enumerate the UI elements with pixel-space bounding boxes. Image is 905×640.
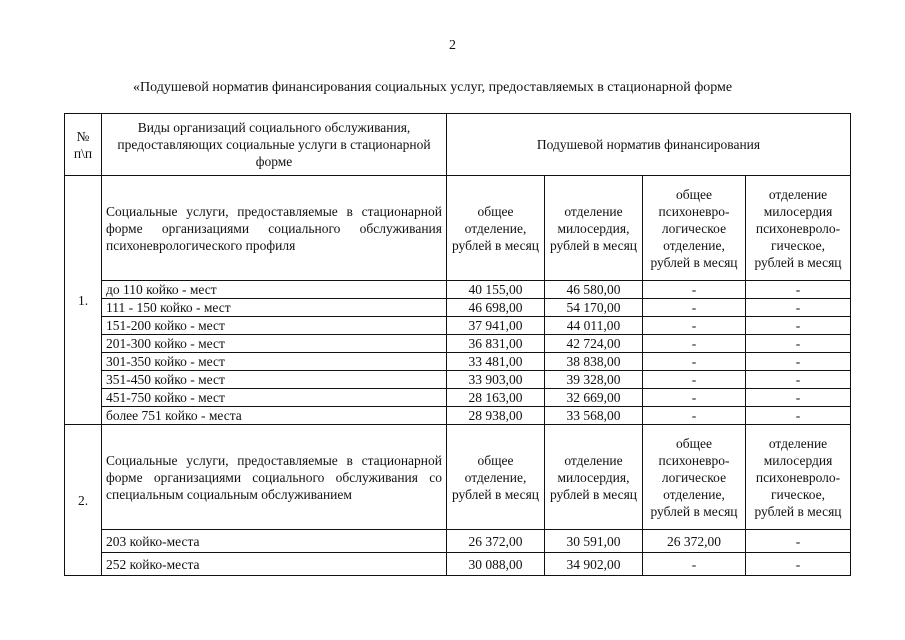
col-general: общее отделение, рублей в месяц (447, 425, 545, 530)
cell-value: 54 170,00 (545, 299, 643, 317)
cell-value: - (643, 335, 746, 353)
cell-value: 30 088,00 (447, 553, 545, 576)
cell-value: 46 698,00 (447, 299, 545, 317)
row-label: 351-450 койко - мест (102, 371, 447, 389)
row-label: 203 койко-места (102, 530, 447, 553)
table-row (65, 281, 851, 299)
cell-value: 28 163,00 (447, 389, 545, 407)
section-2-heading: Социальные услуги, предоставляемые в стационарной форме организациями социального обслуживания со специальным социальным обслуживанием (102, 425, 447, 530)
row-label: 201-300 койко - мест (102, 335, 447, 353)
cell-value: 34 902,00 (545, 553, 643, 576)
cell-value: - (643, 281, 746, 299)
cell-value: - (746, 553, 851, 576)
table-row (65, 530, 851, 553)
col-general: общее отделение, рублей в месяц (447, 176, 545, 281)
cell-value: - (643, 407, 746, 425)
cell-value: - (746, 299, 851, 317)
row-label: 111 - 150 койко - мест (102, 299, 447, 317)
header-num: № п\п (65, 114, 102, 176)
table-row (65, 335, 851, 353)
cell-value: - (643, 389, 746, 407)
cell-value: 46 580,00 (545, 281, 643, 299)
cell-value: - (746, 389, 851, 407)
section-1-heading: Социальные услуги, предоставляемые в стационарной форме организациями социального обслуживания психоневрологического профиля (102, 176, 447, 281)
table-row (65, 299, 851, 317)
cell-value: 40 155,00 (447, 281, 545, 299)
cell-value: 26 372,00 (643, 530, 746, 553)
table-row (65, 389, 851, 407)
cell-value: - (643, 317, 746, 335)
row-label: 252 койко-места (102, 553, 447, 576)
cell-value: 28 938,00 (447, 407, 545, 425)
section-1-num: 1. (65, 176, 102, 425)
cell-value: - (746, 407, 851, 425)
table-row (65, 553, 851, 576)
cell-value: - (746, 317, 851, 335)
row-label: 451-750 койко - мест (102, 389, 447, 407)
table-row (65, 317, 851, 335)
row-label: 301-350 койко - мест (102, 353, 447, 371)
cell-value: - (746, 281, 851, 299)
row-label: 151-200 койко - мест (102, 317, 447, 335)
cell-value: - (643, 353, 746, 371)
cell-value: 39 328,00 (545, 371, 643, 389)
col-psycho-mercy: отделение милосердия психоневроло-гическое, рублей в месяц (746, 425, 851, 530)
cell-value: 36 831,00 (447, 335, 545, 353)
col-mercy: отделение милосердия, рублей в месяц (545, 176, 643, 281)
cell-value: - (746, 371, 851, 389)
cell-value: - (746, 353, 851, 371)
cell-value: - (643, 299, 746, 317)
cell-value: 33 568,00 (545, 407, 643, 425)
page-number: 2 (449, 38, 456, 53)
table-row (65, 407, 851, 425)
cell-value: 26 372,00 (447, 530, 545, 553)
table-header-row (65, 114, 851, 176)
cell-value: 33 481,00 (447, 353, 545, 371)
table-row (65, 353, 851, 371)
row-label: более 751 койко - места (102, 407, 447, 425)
cell-value: - (746, 335, 851, 353)
cell-value: 32 669,00 (545, 389, 643, 407)
table-row (65, 371, 851, 389)
funding-table (64, 113, 851, 576)
section-2-subheader (65, 425, 851, 530)
col-psycho-general: общее психоневро-логическое отделение, рублей в месяц (643, 176, 746, 281)
cell-value: 37 941,00 (447, 317, 545, 335)
col-psycho-general: общее психоневро-логическое отделение, рублей в месяц (643, 425, 746, 530)
cell-value: 30 591,00 (545, 530, 643, 553)
header-kind: Виды организаций социального обслуживания, предоставляющих социальные услуги в стационарной форме (102, 114, 447, 176)
cell-value: 42 724,00 (545, 335, 643, 353)
cell-value: 33 903,00 (447, 371, 545, 389)
cell-value: - (746, 530, 851, 553)
col-mercy: отделение милосердия, рублей в месяц (545, 425, 643, 530)
header-norm: Подушевой норматив финансирования (447, 114, 851, 176)
document-title: «Подушевой норматив финансирования социальных услуг, предоставляемых в стационарной форме (133, 80, 733, 95)
section-2-num: 2. (65, 425, 102, 576)
cell-value: 44 011,00 (545, 317, 643, 335)
col-psycho-mercy: отделение милосердия психоневроло-гическое, рублей в месяц (746, 176, 851, 281)
cell-value: - (643, 371, 746, 389)
row-label: до 110 койко - мест (102, 281, 447, 299)
cell-value: - (643, 553, 746, 576)
cell-value: 38 838,00 (545, 353, 643, 371)
section-1-subheader (65, 176, 851, 281)
